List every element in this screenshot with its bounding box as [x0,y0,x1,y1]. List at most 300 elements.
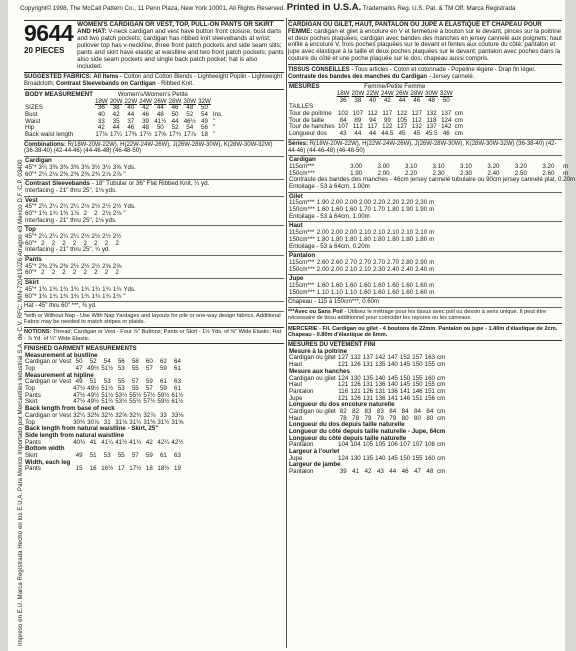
mesures-cell: 142 [441,123,452,131]
yard-note-row [24,218,137,225]
metre-yard-row-label: 115cm*** [289,162,315,170]
yard-yard-cell: 3¼ [38,163,48,171]
yardage-section [24,158,284,302]
yard-note: Interfacing - 21" thru 25", 1⅛ yds. [25,216,117,224]
fini-cell: 146 [412,387,423,395]
metre-yard-cell: 2.10 [358,265,371,273]
fini-cell: 132 [350,354,361,362]
yard-yard-cell: 2 [51,269,56,277]
fini-cell: 127 [338,354,349,362]
yard-yard-cell: 2 [41,239,45,247]
metre-yard-cell: 3.10 [459,162,472,170]
metre-yard-unit: m [429,281,435,289]
fr-nap-text: - Utilisez le métrage pour les tissus avec poil ou dessin à sens unique. Il peut être nécessaire de tissu additionnel pour coïncider les rayures ou les carreaux. [288,309,547,322]
finished-unit [184,386,186,393]
mesures-cell: 117 [367,123,378,131]
metre-yard-cell: 2.40 [487,169,500,177]
mesures-unit: cm [454,130,463,138]
metre-yard-cell: 1.70 [372,206,386,214]
fini-row-label: Haut [289,381,303,389]
body-cell: 48 [142,124,149,132]
metre-note-row [288,244,435,251]
finished-cell: 32¾ [129,411,142,419]
metre-yard-cell: 2.10 [358,229,371,237]
notions-text: Thread; Cardigan or Vest - Four ⅞" Buttons; Pants or Skirt - 1½ Yds. of ⅜" Wide Elastic; Hat - ⅞ Yd. of ¼" Wide Elastic. [24,329,282,342]
metre-yard-cell: 1.60 [330,206,343,214]
metre-yard-row-label: 150cm*** [289,265,315,273]
metre-yard-unit: m [429,288,435,296]
yard-note-row [24,247,124,254]
mercerie-title: MERCERIE [288,325,318,332]
fini-cell: 150 [399,374,411,382]
mesures-row [288,98,464,105]
finished-cell: 59 [159,385,167,393]
finished-cell: 64 [174,358,181,366]
fini-cell: 140 [375,374,386,382]
finished-cell: 55½ [129,391,142,399]
metre-yard-row [288,290,435,297]
body-row-label: Bust [25,110,38,118]
yard-yard-cell: 2⅝ [102,262,111,270]
finished-cell: 62 [159,358,167,366]
yard-yard-cell: 1¾ [38,285,48,293]
metre-yard-cell: 1.60 [316,281,329,289]
finished-cell: 41½ [115,438,128,446]
mesures-table [288,84,464,138]
metre-yard-cell: 1.60 [415,288,428,296]
metre-yard-cell: 1.90 [350,169,363,177]
fr-size-18W: 18W [336,90,350,97]
yard-yard-cell: 1¾ [102,285,111,293]
en-size-24W: 24W [139,97,152,105]
finished-cell: 31¼ [129,418,142,426]
body-cell: 42 [97,124,105,132]
fini-cell: 79 [364,414,372,422]
finished-cell: 57½ [143,391,156,399]
metre-block [288,253,435,273]
finished-cell: 33 [159,411,167,419]
finished-cell: 32⅜ [87,411,100,419]
finished-cell: 16 [89,465,97,473]
fini-cell: 142 [375,354,386,362]
fini-cell: 155 [412,454,423,462]
body-cell: 52 [171,124,179,132]
metre-yard-row-label: 150cm*** [289,288,315,296]
column-divider [286,18,287,648]
finished-row-label: Pants [25,465,41,473]
mesures-cell: 48 [428,96,435,104]
fini-cell: 151 [412,394,423,402]
yard-title-text: Vest [25,196,38,204]
metre-yard-cell: 2.20 [401,199,414,207]
metre-yard-cell: 1.90 [401,206,414,214]
mesures-cell: 122 [396,110,408,118]
en-unit-col [212,99,224,106]
yard-yard-unit: " [123,170,126,178]
finished-cell: 49½ [87,398,100,406]
fini-cell: 160 [424,454,435,462]
yard-yard-row-label: 45"* [25,285,37,293]
fini-cell: 84 [401,407,409,415]
yard-separator [24,225,284,226]
metre-yard-cell: 2.80 [401,258,414,266]
tissus-title: TISSUS CONSEILLES [288,66,350,73]
mesures-cell: 99 [383,116,391,124]
metre-yard-cell: 3.10 [405,162,418,170]
metre-yard-cell: 3.00 [350,162,363,170]
yard-yard-cell: 3⅜ [70,163,79,171]
yard-yard-cell: 2 [94,239,98,247]
metre-yard-cell: 1.80 [415,235,428,243]
mesures-unit: cm [454,123,463,131]
fini-cell: 147 [387,354,398,362]
mesures-cell: 112 [367,110,378,118]
metre-yard-cell: 2.70 [358,258,371,266]
fini-cell: 151 [424,387,435,395]
metre-yard-cell: 1.10 [330,288,343,296]
finished-row-label: Top [25,365,35,373]
finished-cell: 51 [89,451,97,459]
finished-cell: 42¼ [157,438,170,446]
fini-row-label: Longueur du côté depuis taille naturelle [289,434,407,442]
fini-cell: 124 [338,454,349,462]
fini-row-label: Mesure aux hanches [289,367,350,375]
sidebar-import-text: Impreso en E.U. Marca Registrada Hecho en los E.U.A. Para Mexico Importado por Mercantiles Industrial S.A. de C.V. RFC: MIN-720419JZ6 Arragon #3 Mexico D.F. C.P. 03400 [18,159,24,646]
finished-unit [184,453,186,460]
metre-yard-cell: 1.60 [358,281,371,289]
finished-row-label: Skirt [25,451,38,459]
finished-unit [184,393,186,400]
mesures-cell: 89 [354,116,362,124]
body-cell: 17⅞ [183,131,196,139]
body-cell: 49 [201,117,208,125]
metre-yard-cell: 3.20 [487,162,500,170]
finished-cell: 51½ [101,398,114,406]
yard-yard-row-label: 45"* [25,163,37,171]
metre-yard-cell: 2.20 [372,199,386,207]
body-cell: 42 [112,110,120,118]
finished-cell: 49 [75,378,83,386]
yard-yard-cell: 2¼ [38,203,48,211]
finished-cell: 61 [159,451,167,459]
sidebar [10,28,24,648]
yard-yard-cell: 2½ [112,233,122,241]
pattern-number: 9644 [24,20,74,46]
fini-row-label: Longueur du côté depuis taille naturelle - Jupe, 64cm [289,428,446,435]
body-cell: 54 [201,110,208,118]
mesures-cell: 40 [369,96,377,104]
metre-yard-cell: 1.80 [344,235,357,243]
en-size-32W: 32W [198,97,211,105]
metre-yard-cell: 1.60 [415,281,428,289]
fr-size-30W: 30W [425,90,438,97]
metre-yard-row-label: 150cm*** [289,206,315,214]
mesures-unit: cm [454,116,463,124]
yard-yard-cell: 2 [104,239,109,247]
fini-row-label: Largeur de jambe [289,461,341,469]
metre-yard-cell: 2.70 [387,258,400,266]
body-measurement-table [24,92,224,139]
yard-yard-cell: 2¼ [59,203,69,211]
fini-cell: 107 [412,441,423,449]
finished-cell: 61 [159,378,167,386]
finished-cell: 53 [117,385,125,393]
metre-yard-unit: m [429,265,435,273]
pattern-header [24,22,284,70]
yard-yard-cell: 1¾ [38,209,48,217]
fini-cell: 135 [362,374,374,382]
yard-yard-cell: 2 [72,239,77,247]
metre-yard-row-label: 115cm*** [289,258,315,266]
metre-yard-cell: 1.60 [330,281,343,289]
fini-row-label: Longueur du dos encolure naturelle [289,401,395,409]
yard-yard-row-label: 45"* [25,203,37,211]
yard-yard-cell: 2⅜ [59,170,69,178]
fini-cell: 79 [389,414,397,422]
body-cell: 42 [142,104,149,112]
body-cell: 17⅜ [124,131,137,139]
fini-row-label: Jupe [289,454,303,462]
mesures-cell: 112 [411,116,422,124]
yard-yard-unit: Yds. [123,285,136,293]
metre-title-text: Pantalon [289,252,316,260]
finished-cell: 58 [131,358,139,366]
finished-cell: 63 [174,378,181,386]
body-cell: 38 [112,104,120,112]
mesures-title: MESURES [289,83,320,91]
body-row-label: Hip [25,124,35,132]
metre-yard-cell: 1.80 [387,235,400,243]
yard-yard-cell: 2½ [80,262,90,270]
fini-cell: 79 [376,414,384,422]
fini-cell: 145 [399,381,411,389]
finished-cell: 41 [89,438,97,446]
mesures-cell: 43 [339,130,347,138]
yard-yard-cell: 2⅛ [49,170,58,178]
metre-yard-cell: 2.60 [542,169,555,177]
finished-cell: 59 [145,451,153,459]
mesures-cell: 132 [426,110,437,118]
finished-unit [184,379,186,386]
finished-cell: 31⅜ [143,418,156,426]
yard-yard-row [24,172,137,179]
notions [24,329,284,342]
fini-unit: cm [437,441,446,449]
fini-cell: 80 [414,414,421,422]
finished-cell: 49 [75,451,83,459]
mesures-cell: 94 [369,116,377,124]
yard-title-text: Pants [25,256,42,264]
fr-unit-col [454,91,464,98]
finished-row-label: Skirt [25,398,38,406]
fini-cell: 121 [338,361,349,369]
finished-measurements-table [24,353,186,473]
yard-block [24,257,124,277]
finished-row [24,466,186,473]
en-size-28W: 28W [168,97,182,105]
metre-block [288,194,435,221]
metre-note-row [288,214,435,221]
finished-cell: 47½ [73,398,86,406]
body-cell: 48 [156,110,164,118]
body-cell: 46 [127,124,135,132]
finished-cell: 61½ [171,391,184,399]
yard-yard-cell: 2⅝ [112,262,122,270]
finished-cell: 33⅛ [171,411,184,419]
finished-cell: 51½ [101,385,114,393]
yard-yard-row-label: 60"* [25,209,37,217]
yard-yard-unit [122,264,124,271]
fr-nap-bold: ***Avec ou Sans Poil [288,309,343,316]
yard-yard-cell: 2⅛ [102,209,111,217]
finished-cell: 32⅞ [143,411,156,419]
finished-cell: 15 [75,465,83,473]
description-text: V-neck cardigan and vest have button front closure, bust darts and two patch pockets; cardigan has ribbed knit sleevebands at wrist; pullover top has v-neckline, three front patch pockets and side seam slits; pants and skirt have elastic at waistline and two front patch pockets; pants also side seam pockets and single back patch pocket; hat is also included. [77,27,284,70]
french-description-text: cardigan et gilet à encolure en V et fermeture à bouton sur le devant, pinces sur la poitrine et deux poches plaquées; cardigan avec bandes des manches en jersey cannelé aux poignets; haut enfilé à encolure V, trois poches plaquées sur le devant et fentes aux couture du côté; pantalon et jupe avec élastique à la taille et deux poches plaquées sur le devant; pantalon avec poches dans la couture du côté et une poche plaquée sur le dos; chapeau aussi compris. [288,27,562,63]
header-line [20,2,560,13]
finished-row-label: Top [25,418,35,426]
finished-row-label: Bottom width [25,445,65,453]
body-cell: 41½ [154,117,167,125]
yard-yard-cell: 2 [62,239,66,247]
finished-cell: 18½ [157,465,170,473]
fini-row-label: Pantalon [289,468,314,476]
finished-cell: 51½ [101,365,114,373]
finished-row-label: Back length from natural waistline - Skirt, 25" [25,425,159,433]
mesures-cell: 137 [441,110,452,118]
yard-yard-cell: 1¾ [102,292,111,300]
metre-title-text: Jupe [289,275,304,283]
fini-cell: 150 [399,454,411,462]
yard-yard-cell: 1¾ [80,292,90,300]
metre-yard-cell: 2.00 [344,199,357,207]
printed-in: Printed in U.S.A. [286,2,362,13]
fini-cell: 84 [414,407,421,415]
finished-cell: 63 [174,451,181,459]
fini-cell: 126 [362,387,374,395]
fini-cell: 126 [350,381,361,389]
fini-cell: 140 [387,361,398,369]
fini-cell: 155 [412,374,423,382]
fini-row-label: Cardigan ou gilet [289,374,336,382]
fini-cell: 43 [376,468,384,476]
finished-row-label: Width, each leg [25,458,71,466]
finished-cell: 59½ [157,391,170,399]
body-row [24,119,224,126]
finished-cell: 53 [117,365,125,373]
fini-cell: 131 [375,387,386,395]
yard-yard-cell: 1¾ [70,292,79,300]
metre-yard-cell: 2.20 [387,199,400,207]
mesures-cell: 44 [398,96,406,104]
yard-yard-cell: 2¼ [49,233,58,241]
metre-yard-unit: m [429,258,435,266]
fini-cell: 121 [350,387,361,395]
finished-cell: 55 [131,385,139,393]
finished-row-label: Measurement at bustline [25,351,98,359]
finished-cell: 57 [145,365,153,373]
metre-yard-cell: 2.30 [432,169,445,177]
fini-cell: 83 [376,407,384,415]
yard-yard-cell: 2¼ [49,203,58,211]
yard-separator [24,278,284,279]
fini-unit: cm [437,407,446,415]
metre-yard-cell: 2.10 [344,265,357,273]
fabrics-title: SUGGESTED FABRICS: [24,74,92,81]
metre-yard-unit: m [429,206,435,214]
fini-cell: 126 [350,394,361,402]
fini-cell: 80 [426,414,434,422]
fini-cell: 47 [414,468,421,476]
metre-note: Entoilage - 53 à 64cm, 1.00m [289,212,370,220]
fini-cell: 150 [412,361,423,369]
fini-cell: 124 [338,374,349,382]
mesures-cell: 38 [354,96,362,104]
fini-row-label: Mesure à la poitrine [289,347,348,355]
finished-cell: 32⅝ [115,411,128,419]
fini-cell: 136 [387,387,398,395]
finished-cell: 32¼ [73,411,86,419]
finished-cell: 49½ [87,365,100,373]
yard-note: Interfacing - 21" thru 25", 1⅛ yds. [25,186,117,194]
fini-cell: 108 [424,441,435,449]
fini-table [288,349,446,476]
fini-cell: 136 [375,381,386,389]
mesures-cell: 46 [413,96,421,104]
metre-yard-cell: 2.50 [514,169,527,177]
fini-cell: 121 [338,394,349,402]
body-row-label: SIZES [25,104,43,112]
mesures-cell: 44 [354,130,362,138]
fini-unit: cm [437,394,446,402]
yard-yard-cell: 2⅜ [49,262,58,270]
metre-yard-row-label: 115cm*** [289,229,315,237]
body-cell: 37 [127,117,135,125]
yard-yard-cell: 2⅛ [112,209,122,217]
body-cell: 46½ [183,117,196,125]
yard-yard-cell: 2¼ [70,203,79,211]
mesures-row-label: Longueur dos [289,130,327,138]
fini-cell: 84 [426,407,434,415]
yard-yard-cell: 1¾ [59,292,69,300]
metre-yard-cell: 1.60 [372,281,386,289]
metre-separator [288,297,562,298]
yard-yard-cell: 2½ [91,233,101,241]
fini-cell: 126 [350,361,361,369]
combinations-text: R(18W-20W-22W), H(22W-24W-26W), J(26W-28W-30W), K(28W-30W-32W) (36-38-40) (42-44-46) (44-46-48) (46-48-50) [24,141,273,155]
metre-yard-cell: 2.40 [401,265,414,273]
body-cell: 54 [186,124,194,132]
yard-yard-cell: 1¾ [91,292,101,300]
fini-cell: 78 [339,414,347,422]
finished-cell: 52 [89,358,97,366]
finished-cell: 42½ [171,438,184,446]
finished-cell: 16½ [101,465,114,473]
fini-cell: 137 [362,354,374,362]
metre-yard-unit: m [429,235,435,243]
mesures-cell: 117 [382,110,393,118]
finished-unit [184,399,186,406]
body-cell: 18 [201,131,208,139]
body-cell: 44 [112,124,120,132]
mesures-cell: 105 [396,116,408,124]
metre-separator [288,274,562,275]
mesures-cell: 45.5 [425,130,438,138]
body-cell: 40 [127,104,135,112]
french-description [288,22,562,63]
finished-unit [184,366,186,373]
metre-note: Entoilage - 53 à 64cm, 0.20m [289,242,370,250]
